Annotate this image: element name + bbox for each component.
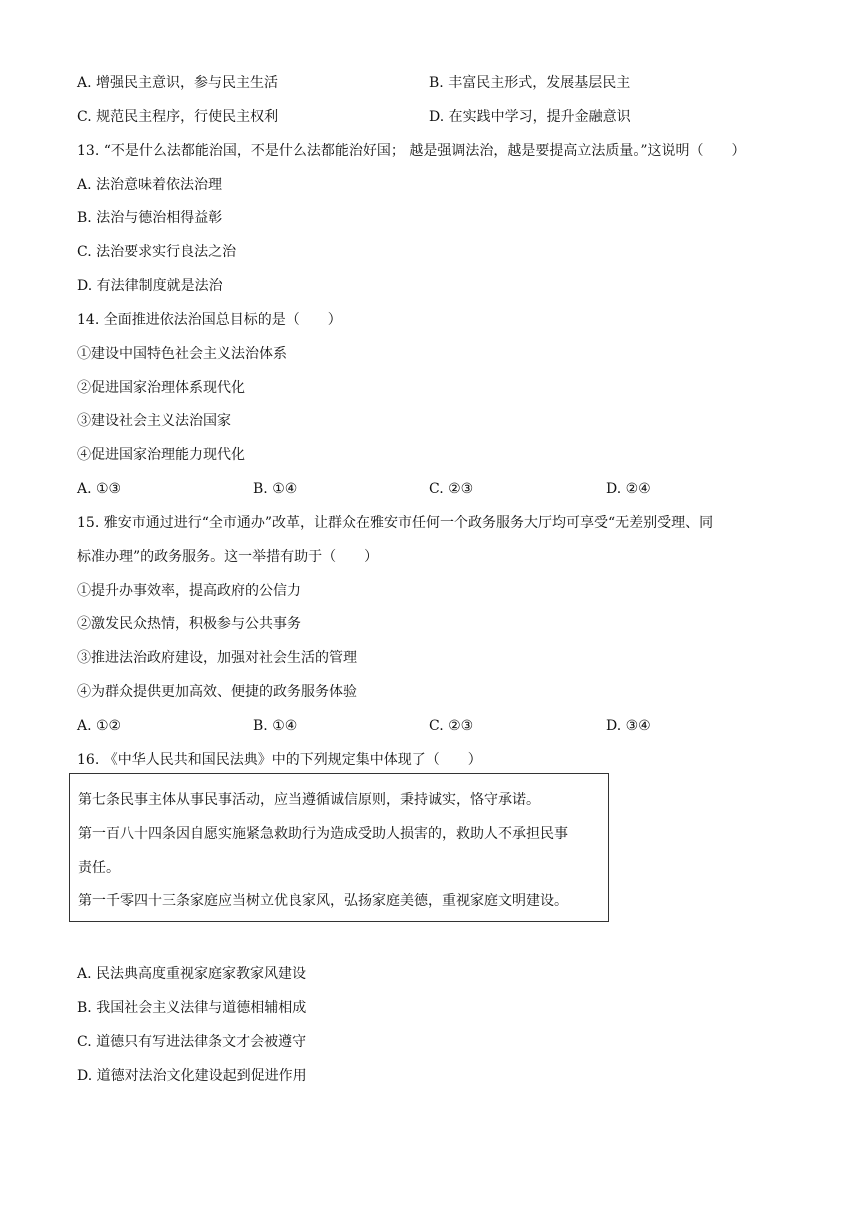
q14-option-b: B. ①④ xyxy=(253,481,298,497)
q15-option-a: A. ①② xyxy=(77,718,122,734)
q14-stem: 14. 全面推进依法治国总目标的是（ ） xyxy=(77,312,342,328)
excerpt-article-7: 第七条民事主体从事民事活动，应当遵循诚信原则，秉持诚实，恪守承诺。 xyxy=(78,792,540,808)
q15-item-3: ③推进法治政府建设，加强对社会生活的管理 xyxy=(77,650,357,666)
q13-option-d: D. 有法律制度就是法治 xyxy=(77,278,223,294)
q13-option-a: A. 法治意味着依法治理 xyxy=(77,177,223,193)
excerpt-article-1043: 第一千零四十三条家庭应当树立优良家风，弘扬家庭美德，重视家庭文明建设。 xyxy=(78,893,568,909)
excerpt-article-184-cont: 责任。 xyxy=(78,860,120,876)
q14-item-4: ④促进国家治理能力现代化 xyxy=(77,447,245,463)
q16-option-b: B. 我国社会主义法律与道德相辅相成 xyxy=(77,1000,307,1016)
q13-stem: 13. “不是什么法都能治国，不是什么法都能治好国； 越是强调法治，越是要提高立法质量。”这说明（ ） xyxy=(77,143,746,159)
q15-stem-line-2: 标准办理”的政务服务。这一举措有助于（ ） xyxy=(77,549,379,565)
q15-stem-line-1: 15. 雅安市通过进行“全市通办”改革，让群众在雅安市任何一个政务服务大厅均可享受“无差别受理、同 xyxy=(77,515,714,531)
q15-item-4: ④为群众提供更加高效、便捷的政务服务体验 xyxy=(77,684,357,700)
q16-option-a: A. 民法典高度重视家庭家教家风建设 xyxy=(77,966,307,982)
q15-option-d: D. ③④ xyxy=(606,718,651,734)
q14-item-2: ②促进国家治理体系现代化 xyxy=(77,380,245,396)
q16-option-d: D. 道德对法治文化建设起到促进作用 xyxy=(77,1068,307,1084)
q16-excerpt-box xyxy=(69,773,609,922)
q12-option-a: A. 增强民主意识，参与民主生活 xyxy=(77,75,279,91)
q16-stem: 16. 《中华人民共和国民法典》中的下列规定集中体现了（ ） xyxy=(77,752,482,768)
q14-option-a: A. ①③ xyxy=(77,481,122,497)
q15-option-c: C. ②③ xyxy=(429,718,474,734)
q12-option-b: B. 丰富民主形式，发展基层民主 xyxy=(429,75,631,91)
q14-option-c: C. ②③ xyxy=(429,481,474,497)
q14-item-3: ③建设社会主义法治国家 xyxy=(77,413,231,429)
q15-option-b: B. ①④ xyxy=(253,718,298,734)
q12-option-c: C. 规范民主程序，行使民主权利 xyxy=(77,109,279,125)
q14-option-d: D. ②④ xyxy=(606,481,651,497)
q15-item-2: ②激发民众热情，积极参与公共事务 xyxy=(77,616,301,632)
excerpt-article-184: 第一百八十四条因自愿实施紧急救助行为造成受助人损害的，救助人不承担民事 xyxy=(78,826,568,842)
q13-option-c: C. 法治要求实行良法之治 xyxy=(77,244,237,260)
q12-option-d: D. 在实践中学习，提升金融意识 xyxy=(429,109,631,125)
q16-option-c: C. 道德只有写进法律条文才会被遵守 xyxy=(77,1034,307,1050)
q15-item-1: ①提升办事效率，提高政府的公信力 xyxy=(77,583,301,599)
q14-item-1: ①建设中国特色社会主义法治体系 xyxy=(77,346,287,362)
q13-option-b: B. 法治与德治相得益彰 xyxy=(77,210,223,226)
